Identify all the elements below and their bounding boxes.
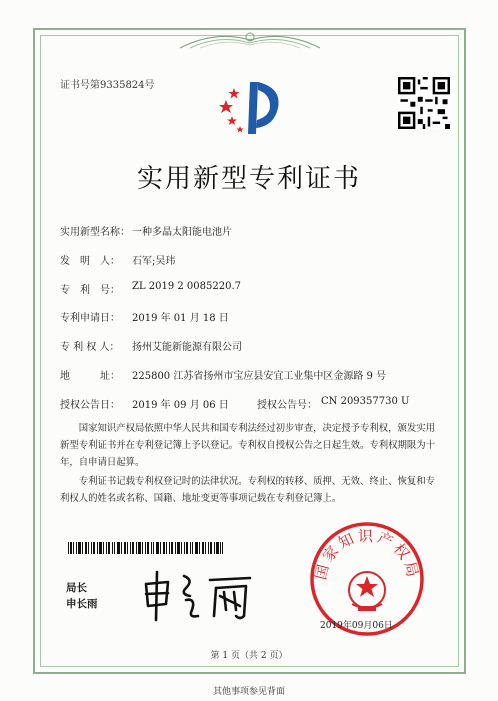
seal-date: 2019年09月06日	[320, 621, 393, 631]
grant-date-label: 授权公告日：	[60, 400, 120, 411]
field-value-name: 一种多晶太阳能电池片	[132, 227, 232, 238]
qr-code-icon	[398, 77, 450, 129]
certificate-title: 实用新型专利证书	[136, 164, 361, 194]
barcode-icon	[68, 542, 223, 554]
handwritten-signature-icon	[140, 566, 260, 624]
signatory-name: 申长雨	[66, 598, 98, 610]
field-label-patentee: 专 利 权 人：	[60, 342, 120, 353]
registry-paragraph: 专利证书记载专利权登记时的法律状况。专利权的转移、质押、无效、终止、恢复和专利权人的姓名或名称、国籍、地址变更等事项记载在专利登记簿上。	[60, 476, 436, 504]
page-number: 第 1 页（共 2 页）	[210, 651, 288, 661]
field-label-filing-date: 专利申请日：	[60, 313, 120, 324]
field-value-patentee: 扬州艾能新能源有限公司	[132, 342, 242, 353]
top-ornament-icon	[180, 28, 320, 50]
field-label-address: 地 址：	[60, 371, 120, 382]
grant-date-value: 2019 年 09 月 06 日	[132, 400, 229, 411]
signatory-title: 局长	[66, 582, 87, 594]
svg-text:国家知识产权局: 国家知识产权局	[311, 526, 423, 582]
field-label-inventor: 发 明 人：	[60, 256, 120, 267]
field-value-address: 225800 江苏省扬州市宝应县安宜工业集中区金源路 9 号	[132, 371, 387, 382]
field-value-filing-date: 2019 年 01 月 18 日	[132, 313, 229, 324]
grant-number-value: CN 209357730 U	[321, 396, 410, 407]
field-label-patent-number: 专 利 号：	[60, 285, 120, 296]
field-value-patent-number: ZL 2019 2 0085220.7	[132, 281, 242, 292]
grant-number-label: 授权公告号：	[257, 400, 317, 411]
signatory-block	[66, 580, 98, 612]
grant-paragraph: 国家知识产权局依照中华人民共和国专利法经过初步审查，决定授予专利权，颁发实用新型专利证书并在专利登记簿上予以登记。专利权自授权公告之日起生效。专利权期限为十年，自申请日起算。	[60, 423, 436, 468]
back-note: 其他事项参见背面	[212, 687, 285, 697]
field-value-inventor: 石军;吴玮	[132, 256, 176, 267]
certificate-serial: 证书号第9335824号	[60, 80, 155, 91]
field-label-name: 实用新型名称：	[60, 227, 130, 238]
cnipa-logo-icon	[218, 78, 284, 138]
